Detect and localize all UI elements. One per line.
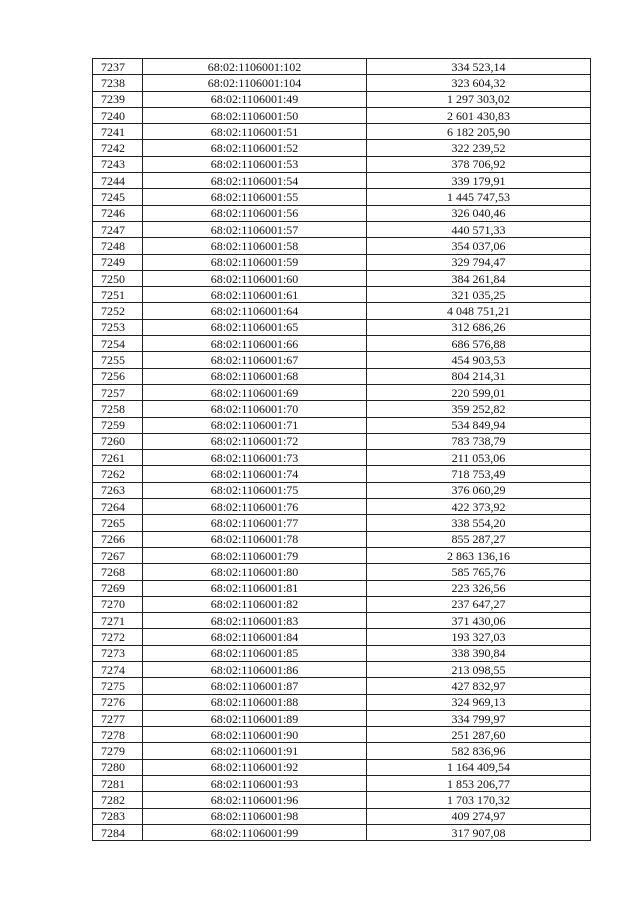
row-number-cell: 7267 [93,547,143,563]
row-number-cell: 7272 [93,629,143,645]
table-row [93,629,591,645]
table-row [93,564,591,580]
cadastral-value-cell: 534 849,94 [367,417,591,433]
cadastral-number-cell: 68:02:1106001:60 [143,270,367,286]
table-row [93,319,591,335]
cadastral-number-cell: 68:02:1106001:90 [143,727,367,743]
cadastral-number-cell: 68:02:1106001:78 [143,531,367,547]
cadastral-value-cell: 585 765,76 [367,564,591,580]
row-number-cell: 7252 [93,303,143,319]
table-row [93,466,591,482]
row-number-cell: 7269 [93,580,143,596]
table-row [93,75,591,91]
row-number-cell: 7261 [93,450,143,466]
row-number-cell: 7257 [93,384,143,400]
table-row [93,482,591,498]
table-row [93,401,591,417]
table-row [93,547,591,563]
cadastral-number-cell: 68:02:1106001:61 [143,287,367,303]
cadastral-number-cell: 68:02:1106001:70 [143,401,367,417]
row-number-cell: 7281 [93,776,143,792]
cadastral-number-cell: 68:02:1106001:93 [143,776,367,792]
cadastral-number-cell: 68:02:1106001:71 [143,417,367,433]
cadastral-number-cell: 68:02:1106001:81 [143,580,367,596]
table-row [93,221,591,237]
cadastral-number-cell: 68:02:1106001:89 [143,710,367,726]
cadastral-value-cell: 359 252,82 [367,401,591,417]
row-number-cell: 7268 [93,564,143,580]
cadastral-value-cell: 193 327,03 [367,629,591,645]
cadastral-number-cell: 68:02:1106001:87 [143,678,367,694]
cadastral-value-cell: 329 794,47 [367,254,591,270]
row-number-cell: 7239 [93,91,143,107]
cadastral-value-table [92,58,591,841]
table-row [93,613,591,629]
cadastral-value-cell: 582 836,96 [367,743,591,759]
cadastral-value-cell: 4 048 751,21 [367,303,591,319]
cadastral-value-cell: 1 703 170,32 [367,792,591,808]
table-row [93,710,591,726]
row-number-cell: 7262 [93,466,143,482]
table-row [93,694,591,710]
table-row [93,124,591,140]
row-number-cell: 7249 [93,254,143,270]
table-row [93,270,591,286]
table-row [93,384,591,400]
table-row [93,433,591,449]
cadastral-value-cell: 322 239,52 [367,140,591,156]
table-row [93,596,591,612]
cadastral-value-cell: 317 907,08 [367,824,591,840]
row-number-cell: 7259 [93,417,143,433]
table-row [93,336,591,352]
row-number-cell: 7246 [93,205,143,221]
cadastral-value-cell: 2 863 136,16 [367,547,591,563]
cadastral-number-cell: 68:02:1106001:67 [143,352,367,368]
table-row [93,254,591,270]
row-number-cell: 7273 [93,645,143,661]
row-number-cell: 7250 [93,270,143,286]
table-row [93,59,591,75]
table-row [93,205,591,221]
row-number-cell: 7251 [93,287,143,303]
cadastral-value-cell: 334 523,14 [367,59,591,75]
cadastral-value-cell: 354 037,06 [367,238,591,254]
cadastral-number-cell: 68:02:1106001:74 [143,466,367,482]
row-number-cell: 7243 [93,156,143,172]
cadastral-number-cell: 68:02:1106001:86 [143,661,367,677]
table-row [93,173,591,189]
table-row [93,238,591,254]
cadastral-number-cell: 68:02:1106001:92 [143,759,367,775]
cadastral-number-cell: 68:02:1106001:76 [143,499,367,515]
row-number-cell: 7276 [93,694,143,710]
cadastral-value-cell: 339 179,91 [367,173,591,189]
cadastral-value-cell: 376 060,29 [367,482,591,498]
table-row [93,368,591,384]
row-number-cell: 7238 [93,75,143,91]
cadastral-number-cell: 68:02:1106001:57 [143,221,367,237]
row-number-cell: 7254 [93,336,143,352]
row-number-cell: 7275 [93,678,143,694]
cadastral-number-cell: 68:02:1106001:51 [143,124,367,140]
cadastral-number-cell: 68:02:1106001:55 [143,189,367,205]
row-number-cell: 7282 [93,792,143,808]
cadastral-number-cell: 68:02:1106001:91 [143,743,367,759]
cadastral-number-cell: 68:02:1106001:98 [143,808,367,824]
cadastral-number-cell: 68:02:1106001:104 [143,75,367,91]
row-number-cell: 7283 [93,808,143,824]
cadastral-value-cell: 211 053,06 [367,450,591,466]
table-row [93,303,591,319]
table-row [93,776,591,792]
row-number-cell: 7271 [93,613,143,629]
row-number-cell: 7255 [93,352,143,368]
cadastral-value-cell: 223 326,56 [367,580,591,596]
cadastral-value-cell: 323 604,32 [367,75,591,91]
cadastral-value-cell: 855 287,27 [367,531,591,547]
row-number-cell: 7240 [93,107,143,123]
cadastral-value-cell: 326 040,46 [367,205,591,221]
cadastral-number-cell: 68:02:1106001:73 [143,450,367,466]
cadastral-value-cell: 324 969,13 [367,694,591,710]
cadastral-number-cell: 68:02:1106001:58 [143,238,367,254]
table-row [93,91,591,107]
cadastral-number-cell: 68:02:1106001:54 [143,173,367,189]
cadastral-value-cell: 440 571,33 [367,221,591,237]
row-number-cell: 7279 [93,743,143,759]
row-number-cell: 7270 [93,596,143,612]
row-number-cell: 7278 [93,727,143,743]
table-row [93,450,591,466]
table-row [93,156,591,172]
cadastral-value-cell: 213 098,55 [367,661,591,677]
table-row [93,727,591,743]
cadastral-number-cell: 68:02:1106001:82 [143,596,367,612]
cadastral-value-cell: 422 373,92 [367,499,591,515]
cadastral-value-cell: 220 599,01 [367,384,591,400]
row-number-cell: 7284 [93,824,143,840]
cadastral-value-cell: 338 390,84 [367,645,591,661]
cadastral-value-cell: 1 853 206,77 [367,776,591,792]
table-row [93,499,591,515]
cadastral-number-cell: 68:02:1106001:85 [143,645,367,661]
cadastral-value-cell: 321 035,25 [367,287,591,303]
table-row [93,580,591,596]
cadastral-number-cell: 68:02:1106001:102 [143,59,367,75]
cadastral-number-cell: 68:02:1106001:80 [143,564,367,580]
cadastral-value-cell: 718 753,49 [367,466,591,482]
table-row [93,352,591,368]
row-number-cell: 7237 [93,59,143,75]
table-row [93,792,591,808]
cadastral-number-cell: 68:02:1106001:83 [143,613,367,629]
row-number-cell: 7263 [93,482,143,498]
cadastral-number-cell: 68:02:1106001:96 [143,792,367,808]
row-number-cell: 7280 [93,759,143,775]
cadastral-value-cell: 1 297 303,02 [367,91,591,107]
cadastral-number-cell: 68:02:1106001:77 [143,515,367,531]
cadastral-number-cell: 68:02:1106001:56 [143,205,367,221]
cadastral-value-cell: 409 274,97 [367,808,591,824]
table-row [93,107,591,123]
row-number-cell: 7274 [93,661,143,677]
cadastral-number-cell: 68:02:1106001:59 [143,254,367,270]
table-row [93,808,591,824]
table-row [93,743,591,759]
row-number-cell: 7277 [93,710,143,726]
cadastral-value-cell: 6 182 205,90 [367,124,591,140]
table-row [93,140,591,156]
cadastral-number-cell: 68:02:1106001:99 [143,824,367,840]
cadastral-value-cell: 686 576,88 [367,336,591,352]
table-row [93,531,591,547]
cadastral-number-cell: 68:02:1106001:69 [143,384,367,400]
table-row [93,417,591,433]
cadastral-value-cell: 1 445 747,53 [367,189,591,205]
cadastral-number-cell: 68:02:1106001:65 [143,319,367,335]
row-number-cell: 7260 [93,433,143,449]
table-row [93,189,591,205]
cadastral-value-cell: 804 214,31 [367,368,591,384]
row-number-cell: 7256 [93,368,143,384]
row-number-cell: 7258 [93,401,143,417]
table-row [93,759,591,775]
cadastral-value-cell: 378 706,92 [367,156,591,172]
table-body [93,59,591,841]
table-row [93,678,591,694]
table-row [93,645,591,661]
row-number-cell: 7247 [93,221,143,237]
cadastral-value-cell: 427 832,97 [367,678,591,694]
table-row [93,287,591,303]
table-row [93,661,591,677]
row-number-cell: 7245 [93,189,143,205]
cadastral-number-cell: 68:02:1106001:49 [143,91,367,107]
cadastral-value-cell: 2 601 430,83 [367,107,591,123]
row-number-cell: 7253 [93,319,143,335]
cadastral-value-cell: 384 261,84 [367,270,591,286]
cadastral-number-cell: 68:02:1106001:68 [143,368,367,384]
cadastral-number-cell: 68:02:1106001:64 [143,303,367,319]
row-number-cell: 7242 [93,140,143,156]
row-number-cell: 7266 [93,531,143,547]
cadastral-number-cell: 68:02:1106001:84 [143,629,367,645]
row-number-cell: 7264 [93,499,143,515]
row-number-cell: 7248 [93,238,143,254]
cadastral-value-cell: 312 686,26 [367,319,591,335]
row-number-cell: 7244 [93,173,143,189]
cadastral-number-cell: 68:02:1106001:66 [143,336,367,352]
cadastral-value-cell: 371 430,06 [367,613,591,629]
cadastral-number-cell: 68:02:1106001:88 [143,694,367,710]
cadastral-value-cell: 1 164 409,54 [367,759,591,775]
cadastral-number-cell: 68:02:1106001:53 [143,156,367,172]
cadastral-value-cell: 251 287,60 [367,727,591,743]
cadastral-value-cell: 334 799,97 [367,710,591,726]
cadastral-number-cell: 68:02:1106001:79 [143,547,367,563]
cadastral-value-cell: 783 738,79 [367,433,591,449]
row-number-cell: 7241 [93,124,143,140]
cadastral-number-cell: 68:02:1106001:50 [143,107,367,123]
cadastral-number-cell: 68:02:1106001:75 [143,482,367,498]
cadastral-value-cell: 454 903,53 [367,352,591,368]
cadastral-number-cell: 68:02:1106001:72 [143,433,367,449]
cadastral-number-cell: 68:02:1106001:52 [143,140,367,156]
row-number-cell: 7265 [93,515,143,531]
cadastral-value-cell: 237 647,27 [367,596,591,612]
table-row [93,824,591,840]
table-row [93,515,591,531]
cadastral-value-cell: 338 554,20 [367,515,591,531]
